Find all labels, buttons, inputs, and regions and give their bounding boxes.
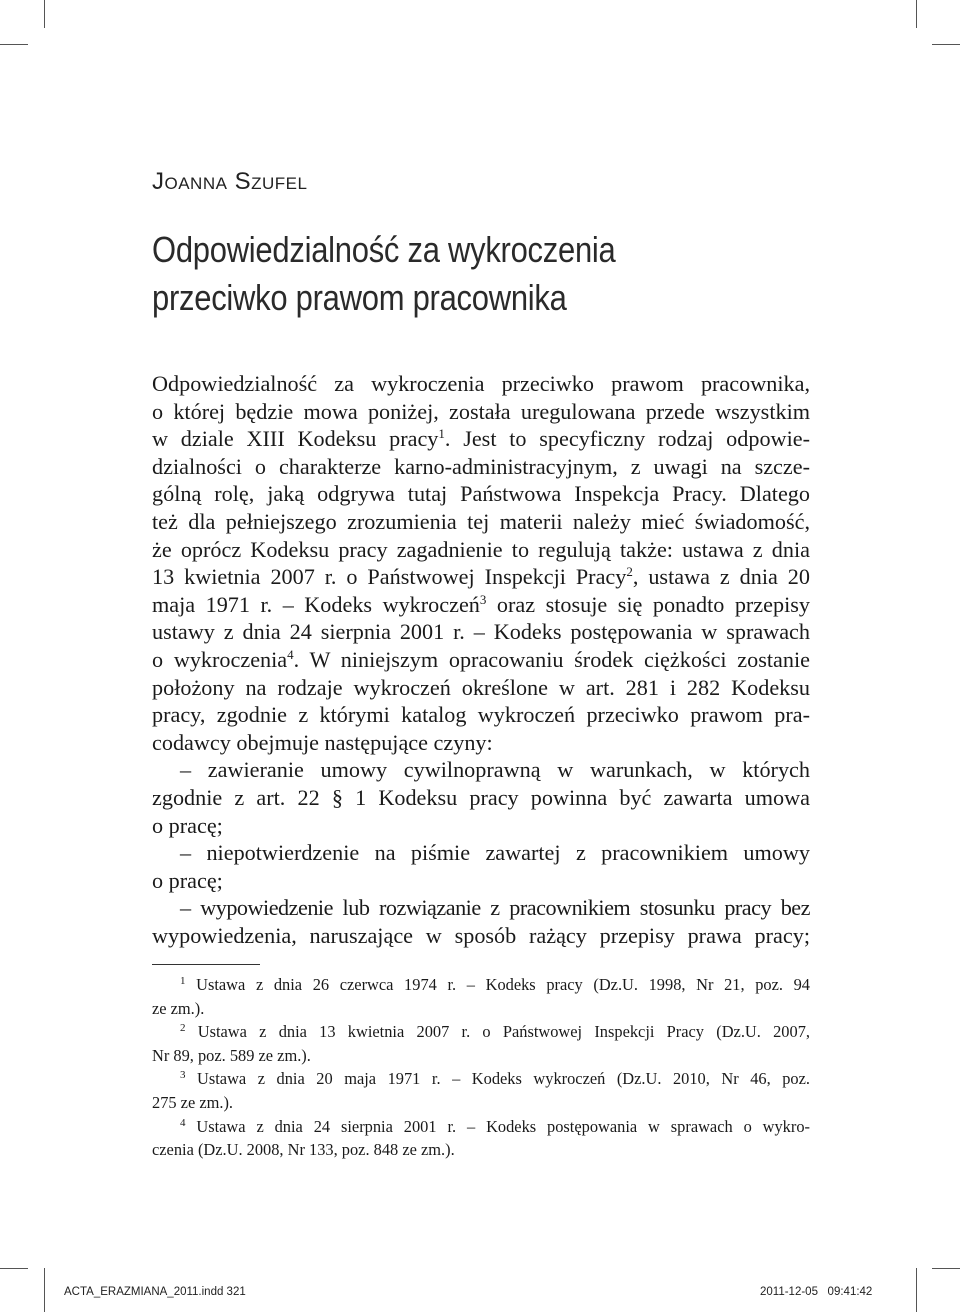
footnote-number: 1 (180, 975, 186, 987)
footnote-line: ze zm.). (152, 998, 205, 1018)
footnote-ref[interactable]: 4 (287, 646, 294, 662)
article-title (152, 226, 737, 322)
body-line: gólną rolę, jaką odgrywa tutaj Państwowa Inspekcja Pracy. Dlatego (152, 481, 810, 507)
footnote-line: 275 ze zm.). (152, 1092, 234, 1112)
footnote-line: czenia (Dz.U. 2008, Nr 133, poz. 848 ze zm.). (152, 1140, 455, 1160)
text-run: . Jest to specyficzny rodzaj odpowie- (444, 426, 810, 452)
body-line: dzialności o charakterze karno-administracyjnym, z uwagi na szcze- (152, 453, 810, 479)
body-line (152, 646, 810, 674)
list-item-line: o pracę; (152, 867, 223, 893)
body-line: że oprócz Kodeksu pracy zagadnienie to regulują także: ustawa z dnia (152, 536, 810, 562)
crop-mark (0, 1268, 28, 1269)
text-run: oraz stosuje się ponadto przepisy (486, 591, 810, 617)
slug-filename: ACTA_ERAZMIANA_2011.indd 321 (64, 1286, 246, 1298)
footnote-ref[interactable]: 1 (438, 426, 445, 442)
list-item-line: – niepotwierdzenie na piśmie zawartej z pracownikiem umowy (180, 840, 810, 866)
crop-mark (0, 44, 28, 45)
body-line: ustawy z dnia 24 sierpnia 2001 r. – Kodeks postępowania w sprawach (152, 619, 810, 645)
text-run: o wykroczenia (152, 646, 288, 672)
footnote-line (152, 1020, 810, 1044)
crop-mark (916, 1268, 917, 1312)
footnote-number: 4 (180, 1116, 186, 1129)
body-line: pracy, zgodnie z którymi katalog wykroczeń przeciwko prawom pra- (152, 702, 810, 728)
footnote-ref[interactable]: 2 (626, 564, 633, 580)
crop-mark (916, 0, 917, 28)
footnote-ref[interactable]: 3 (479, 591, 487, 607)
footnote-text: Ustawa z dnia 20 maja 1971 r. – Kodeks wykroczeń (Dz.U. 2010, Nr 46, poz. (185, 1069, 810, 1089)
list-item-line: wypowiedzenia, naruszające w sposób rażący przepisy prawa pracy; (152, 922, 810, 948)
text-run: . W niniejszym opracowaniu środek ciężkości zostanie (293, 646, 810, 672)
list-item-line: o pracę; (152, 812, 223, 838)
list-item-line: zgodnie z art. 22 § 1 Kodeksu pracy powinna być zawarta umowa (152, 784, 810, 810)
crop-mark (932, 44, 960, 45)
body-line: codawcy obejmuje następujące czyny: (152, 729, 493, 755)
text-run: 13 kwietnia 2007 r. o Państwowej Inspekcji Pracy (152, 564, 627, 590)
slug-timestamp: 2011-12-05 09:41:42 (760, 1286, 873, 1298)
footnote-number: 3 (180, 1069, 186, 1082)
body-line (152, 591, 810, 619)
footnote-number: 2 (180, 1022, 186, 1035)
body-line (152, 563, 810, 591)
title-line: Odpowiedzialność za wykroczenia (152, 229, 616, 270)
body-line: Odpowiedzialność za wykroczenia przeciwko prawom pracownika, (152, 371, 810, 396)
body-line: też dla pełniejszego zrozumienia tej materii należy mieć świadomość, (152, 508, 810, 534)
body-text (152, 370, 810, 949)
body-line (152, 425, 810, 453)
footnote-divider (152, 964, 260, 965)
body-line: położony na rodzaje wykroczeń określone w art. 281 i 282 Kodeksu (152, 674, 810, 700)
footnote-line (152, 1067, 810, 1091)
footnote-text: Ustawa z dnia 26 czerwca 1974 r. – Kodeks pracy (Dz.U. 1998, Nr 21, poz. 94 (185, 975, 810, 994)
crop-mark (932, 1268, 960, 1269)
title-line: przeciwko prawom pracownika (152, 277, 567, 318)
crop-mark (44, 1268, 45, 1312)
footnote-line (152, 973, 810, 997)
crop-mark (44, 0, 45, 28)
footnote-text: Ustawa z dnia 13 kwietnia 2007 r. o Państwowej Inspekcji Pracy (Dz.U. 2007, (185, 1022, 810, 1042)
footnote-text: Ustawa z dnia 24 sierpnia 2001 r. – Kodeks postępowania w sprawach o wykro- (185, 1116, 810, 1136)
footnotes (152, 973, 810, 1162)
list-item-line: – zawieranie umowy cywilnoprawną w warunkach, w których (180, 757, 810, 783)
author-name: Joanna Szufel (152, 168, 308, 195)
footnote-line (152, 1115, 810, 1139)
footnote-line: Nr 89, poz. 589 ze zm.). (152, 1045, 311, 1065)
text-run: , ustawa z dnia 20 (632, 564, 810, 590)
text-run: maja 1971 r. – Kodeks wykroczeń (152, 591, 480, 617)
body-line: o której będzie mowa poniżej, została uregulowana przede wszystkim (152, 398, 810, 424)
list-item-line: – wypowiedzenie lub rozwiązanie z pracownikiem stosunku pracy bez (180, 895, 810, 921)
text-run: w dziale XIII Kodeksu pracy (152, 426, 439, 452)
